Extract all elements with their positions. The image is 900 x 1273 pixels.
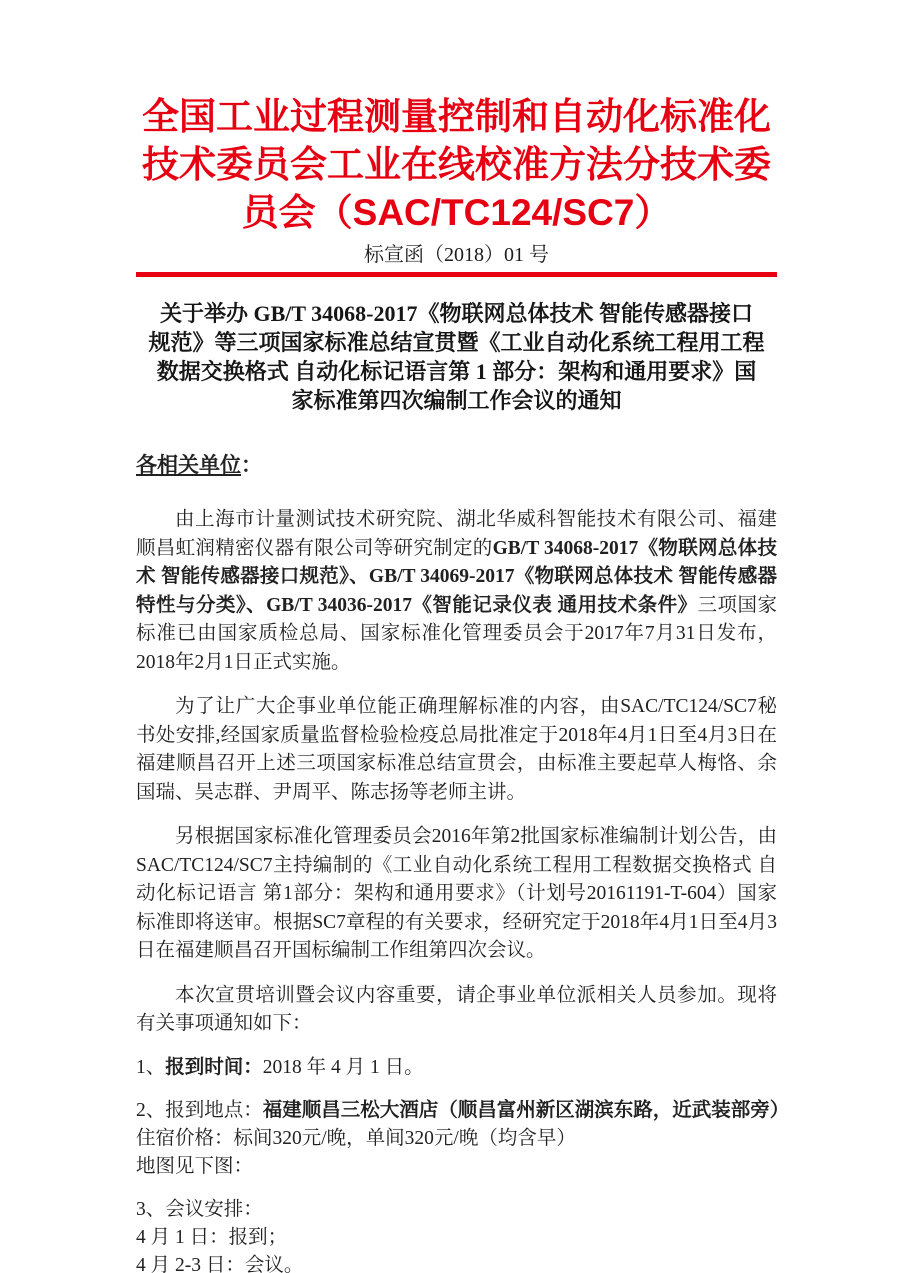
paragraph-publicity-meeting: 为了让广大企事业单位能正确理解标准的内容，由SAC/TC124/SC7秘书处安排,经国家质量监督检验检疫总局批准定于2018年4月1日至4月3日在福建顺昌召开上述三项国家标准总结宣贯会，由标准主要起草人梅恪、余国瑞、吴志群、尹周平、陈志扬等老师主讲。 bbox=[136, 696, 777, 803]
red-divider-rule bbox=[136, 272, 777, 277]
item-line-schedule-day1: 4 月 1 日：报到； bbox=[136, 1226, 288, 1248]
document-content bbox=[136, 93, 790, 1273]
item-line-map-note: 地图见下图： bbox=[136, 1155, 254, 1177]
doc-title-line-1: 关于举办 GB/T 34068-2017《物联网总体技术 智能传感器接口 bbox=[159, 301, 753, 326]
item-checkin-location bbox=[136, 1097, 790, 1181]
paragraph-drafting-meeting: 另根据国家标准化管理委员会2016年第2批国家标准编制计划公告，由SAC/TC124/SC7主持编制的《工业自动化系统工程用工程数据交换格式 自动化标记语言 第1部分：架构和通用要求》（计划号20161191-T-604）国家标准即将送审。根据SC7章程的有关要求，经研究定于2018年4月1日至4月3日在福建顺昌召开国标编制工作组第四次会议。 bbox=[136, 826, 777, 961]
org-title-line-1: 全国工业过程测量控制和自动化标准化 bbox=[142, 96, 771, 137]
paragraph-standards-published: 由上海市计量测试技术研究院、湖北华威科智能技术有限公司、福建顺昌虹润精密仪器有限公司等研究制定的GB/T 34068-2017《物联网总体技术 智能传感器接口规范》、GB/T 34069-2017《物联网总体技术 智能传感器特性与分类》、GB/T 34036-2017《智能记录仪表 通用技术条件》三项国家标准已由国家质检总局、国家标准化管理委员会于2017年7月31日发布，2018年2月1日正式实施。 bbox=[136, 509, 777, 673]
item-line-location: 2、报到地点：福建顺昌三松大酒店（顺昌富州新区湖滨东路，近武装部旁） bbox=[136, 1099, 790, 1121]
salutation: 各相关单位： bbox=[136, 453, 262, 477]
doc-title-line-2: 规范》等三项国家标准总结宣贯暨《工业自动化系统工程用工程 bbox=[148, 330, 765, 355]
notice-item-list bbox=[136, 1054, 790, 1273]
item-checkin-time: 1、报到时间：2018 年 4 月 1 日。 bbox=[136, 1056, 424, 1078]
doc-title-line-3: 数据交换格式 自动化标记语言第 1 部分：架构和通用要求》国 bbox=[156, 359, 757, 384]
item-line-schedule-day23: 4 月 2-3 日：会议。 bbox=[136, 1254, 304, 1273]
paragraph-notice-intro: 本次宣贯培训暨会议内容重要，请企事业单位派相关人员参加。现将有关事项通知如下： bbox=[136, 984, 777, 1034]
org-title-line-2: 技术委员会工业在线校准方法分技术委 bbox=[142, 144, 771, 185]
doc-title-line-4: 家标准第四次编制工作会议的通知 bbox=[291, 388, 622, 413]
org-title bbox=[136, 93, 777, 237]
item-line-schedule-title: 3、会议安排： bbox=[136, 1198, 263, 1220]
doc-title bbox=[136, 299, 777, 415]
doc-number: 标宣函（2018）01 号 bbox=[364, 244, 549, 266]
item-meeting-schedule bbox=[136, 1196, 777, 1273]
org-title-line-3: 员会（SAC/TC124/SC7） bbox=[241, 192, 672, 233]
item-line-hotel-price: 住宿价格：标间320元/晚，单间320元/晚（均含早） bbox=[136, 1127, 576, 1149]
